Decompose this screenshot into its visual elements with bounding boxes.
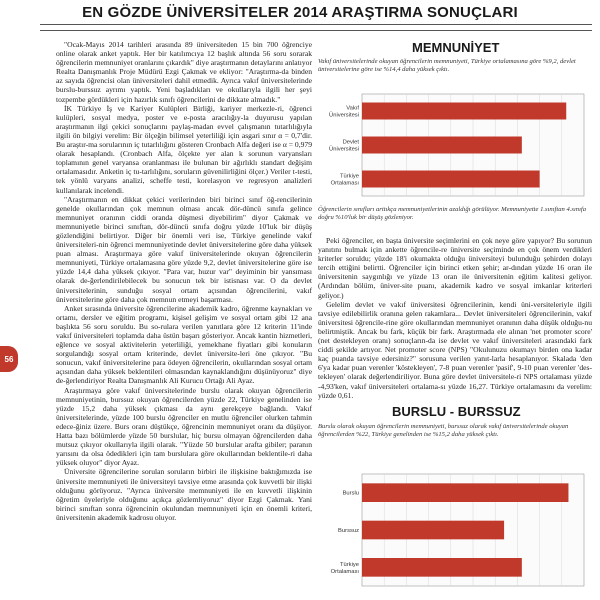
bar	[362, 483, 568, 502]
memnuniyet-caption: Vakıf üniversitelerinde okuyan öğrencilerin memnuniyeti, Türkiye ortalamasına göre %9,2, devlet üniversitelerine göre ise %14,4 daha yüksek çıktı.	[318, 58, 576, 73]
title-rule-top	[40, 24, 592, 25]
burslu-title: BURSLU - BURSSUZ	[392, 404, 521, 419]
paragraph: Araştırmaya göre vakıf üniversitelerinde burslu olarak okuyan öğrencilerin memnuniyetinin, burssuz okuyan öğrencilerden yüzde 22, Türkiye genelinden ise yüzde 15,2 daha yüksek çıkması da aynı gerekçeye bağlandı. Vakıf üniversitelerinde, yüzde 100 burslu öğrenciler en mutlu öğrenciler olurken tahmin edece-ğiniz üzere. Burs oranı düştükçe, öğrencinin memnuniyet oranı da düşüyor. Hatta bazı bölümlerde yüzde 50 burslular, hiç bursu olmayan öğrencilerden daha mutsuz çıkıyor okullarıyla ilgili olarak. "Yüzde 50 burslular arafta gibiler; paranın yarısını da olsa ödedikleri için tam burslulara göre okullarından beklentile-ri daha yüksek oluyor" diyor Ayaz.	[56, 385, 312, 468]
title-rule-bottom	[40, 30, 592, 31]
memnuniyet-chart	[316, 90, 592, 200]
category-label: Vakıf Üniversitesi	[329, 105, 359, 119]
bar	[362, 558, 522, 577]
bar	[362, 137, 522, 154]
memnuniyet-note: Öğrencilerin sınıfları arttıkça memnuniyetlerinin azaldığı görülüyor. Memnuniyette 1.sınıftan 4.sınıfa doğru %10'luk bir düşüş gözleniyor.	[318, 206, 587, 221]
category-label: Burssuz	[338, 528, 359, 534]
paragraph: "Araştırmanın en dikkat çekici verilerinden biri birinci sınıf öğ-rencilerinin genelde okullarından çok memnun olması ancak dör-düncü sınıfa gelince memnuniyet oranının ciddi oranda düşmesi diyebilirim" diyor Çakmak ve memnuniyetle birinci sınıftan, dör-düncü sınıfa doğru yüzde 10'luk bir düşüş gözlendiğini belirtiyor. Diğer bir önemli veri ise, Türkiye genelinde vakıf üniversiteleri-nin öğrenci memnuniyetinde devlet üniversitelerine göre daha yüksek puan alması. Araştırmaya göre vakıf üniversitelerinde okuyan öğrencilerin memnuniyeti, Türkiye ortalamasına göre yüzde 9,2, devlet üniversitelerine göre ise yüzde 14,4 daha yüksek çıkıyor. "Para var, huzur var" deyiminin bir yansıması olarak de-ğerlendirilebilecek bu sonucun tek bir istisnası var. O da devlet üniversitelerinin, sunduğu sosyal ortam açısından öğrencilerini, vakıf üniversitelerine göre daha çok memnun etmeyi başarması.	[56, 194, 312, 304]
paragraph: Anket sırasında üniversite öğrencilerine akademik kadro, öğrenme kaynakları ve ortamı, dersler ve eğitim programı, kişisel gelişim ve sosyal ortam gibi 12 ana başlıkta 56 soru soruldu. Bu so-rulara verilen yanıtlara göre 12 kriterin 11'inde vakıf üniversiteleri toplamda daha üstün başarı gösteriyor. Ancak kantin hizmetleri, eğlence ve sosyal aktivitelerin yeterliliği, yemekhane fiyatları gibi konuların sorgulandığı sosyal ortam kriterinde, devlet üniversite-leri öne çıkıyor. "Bu sonucun, vakıf üniversitelerine para ödeyen öğrencilerin, okullarından sosyal ortam açısından daha yüksek beklentileri olmasından kaynaklandığını düşünüyoruz" diye de-ğerlendiriyor Realta Danışmanlık Ali Kurucu Ortağı Ali Ayaz.	[56, 303, 312, 386]
paragraph: Peki öğrenciler, en başta üniversite seçimlerini en çok neye göre yapıyor? Bu sorunun yanıtını bulmak için ankette öğrencile-re üniversite seçiminde en çok önem verdikleri kriterler soruldu; yüzde 18'i okumakta olduğu üniversiteyi bulunduğu şehirden dolayı tercih ettiğini belirtti. Öğrenciler için birinci etken şehir; ar-dından yüzde 16 oran ile üniversitenin saygınlığı ve yüzde 13 oran ile üniversitenin eğitim kalitesi geliyor. (Ardından bölüm, üniver-site puanı, akademik kadro ve sosyal imkanlar kriterleri geliyor.)	[318, 236, 592, 300]
category-label: Devlet Üniversitesi	[329, 139, 359, 153]
paragraph: "Ocak-Mayıs 2014 tarihleri arasında 89 üniversiteden 15 bin 700 öğrenciye online olarak anket yaptık. Her bir katılımcıya 12 başlık altında 56 soru sorarak öğrencilerin memnuniyet oranlarını çıkardık" diye araştırmanın detaylarını anlatıyor Realta Danışmanlık Proje Müdürü Ezgi Çakmak ve ekliyor: "Araştırma-da binden az sayıda öğrencisi olan üniversiteleri dahil etmedik. Ayrıca vakıf üniversitelerinde burslu-burssuz ayrımı yaptık. Yeni başladıkları ve okullarıyla ilgili her şeyi tozpembe gördükleri için hazırlık sınıfı öğrencilerini de dikkate almadık."	[56, 40, 312, 104]
paragraph: Üniversite öğrencilerine sorulan soruların birbiri ile ilişkisine baktığımızda ise üniversite memnuniyeti ile üniversiteyi tavsiye etme arasında çok kuvvetli bir ilişki olduğunu görüyoruz. "Ayrıca üniversite memnuniyeti ile en kuvvetli ilişkinin öğretim üyeleriyle olduğunu açıkça gözlemliyoruz" diyor Ezgi Çakmak. Yani birinci sınıftan sonra öğrencinin okulundan memnuniyeti için en önemli kriteri, üniversitenin akademik kadrosu oluyor.	[56, 467, 312, 522]
burslu-caption: Burslu olarak okuyan öğrencilerin memnuniyeti, burssuz olarak vakıf üniversitelerinde okuyan öğrencilerden %22, Türkiye genelinden ise %15,2 daha yüksek çıktı.	[318, 423, 569, 438]
bar	[362, 171, 540, 188]
bar	[362, 103, 566, 120]
bar	[362, 521, 504, 540]
category-label: Türkiye Ortalaması	[330, 561, 359, 575]
paragraph: İK Türkiye İş ve Kariyer Kulüpleri Birliği, kariyer merkezle-ri, öğrenci kulüpleri, sosyal medya, poster ve e-posta aracılığıy-la duyurusu yapılan araştırmanın ilgi çekici sonuçlarını paylaş-madan evvel çalışmanın tutarlılığıyla ilgili ön bilgiyi verelim: Bir ölçeğin bilimsel yeterliliği için asgari sınır α = 0,7'dir. Bu araştır-ma sorularının iç tutarlılığını gösteren Cronbach Alfa değeri ise α = 0,979 olarak hesaplandı. (Cronbach Alfa, ölçekte yer alan k sorunun varyansları toplamının genel varyansa oranlanması ile bulunan bir ağırlıklı standart değişim ortalamasıdır. Anketin iç tu-tarlılığını, soruların güvenilirliğini ölçer.) Veriler t-testi, tek yönlü varyans analizi, scheffe testi, korelasyon ve regresyon analizleri kullanılarak incelendi.	[56, 103, 312, 195]
right-column	[318, 236, 592, 400]
burslu-chart	[316, 470, 592, 590]
memnuniyet-title: MEMNUNİYET	[412, 40, 500, 55]
left-column	[56, 40, 312, 522]
category-label: Burslu	[342, 490, 359, 497]
category-label: Türkiye Ortalaması	[330, 173, 359, 187]
page-title: EN GÖZDE ÜNİVERSİTELER 2014 ARAŞTIRMA SONUÇLARI	[82, 4, 518, 21]
page-number: 56	[0, 346, 18, 372]
paragraph: Gelelim devlet ve vakıf üniversitesi öğrencilerinin, kendi üni-versiteleriyle ilgili tavsiye edilebilirlik oranına gelen rakamlara... Devlet üniversiteleri öğrencilerinin, vakıf üniversitesi öğrencile-rine göre okullarından memnuniyet oranının daha düşük olduğu-nu belirtmiştik. Ancak bu fark, küçük bir fark. Araştırmada ele alınan 'net promoter score' (net destekleyen oranı) sonuçların-da ise devlet ve vakıf üniversiteleri arasındaki fark ciddi şekilde artıyor. Net promoter score (NPS) "Okulunuzu okumayı birden ona kadar kaç puanda tavsiye edersiniz?" sorusuna verilen yanıt-larla hesaplanıyor. Skalada 'den 6'ya kadar puan verenler 'köstekleyen', 7-8 puan verenler 'pasif', 9-10 puan verenler 'des-tekleyen' olarak değerlendiriliyor. Buna göre devlet üniversitele-ri NPS ortalaması yüzde -4,93'ken, vakıf üniversiteleri ortalama-sı yüzde 16,27. Türkiye ortalamasını da verelim: yüzde 0,61.	[318, 299, 592, 400]
